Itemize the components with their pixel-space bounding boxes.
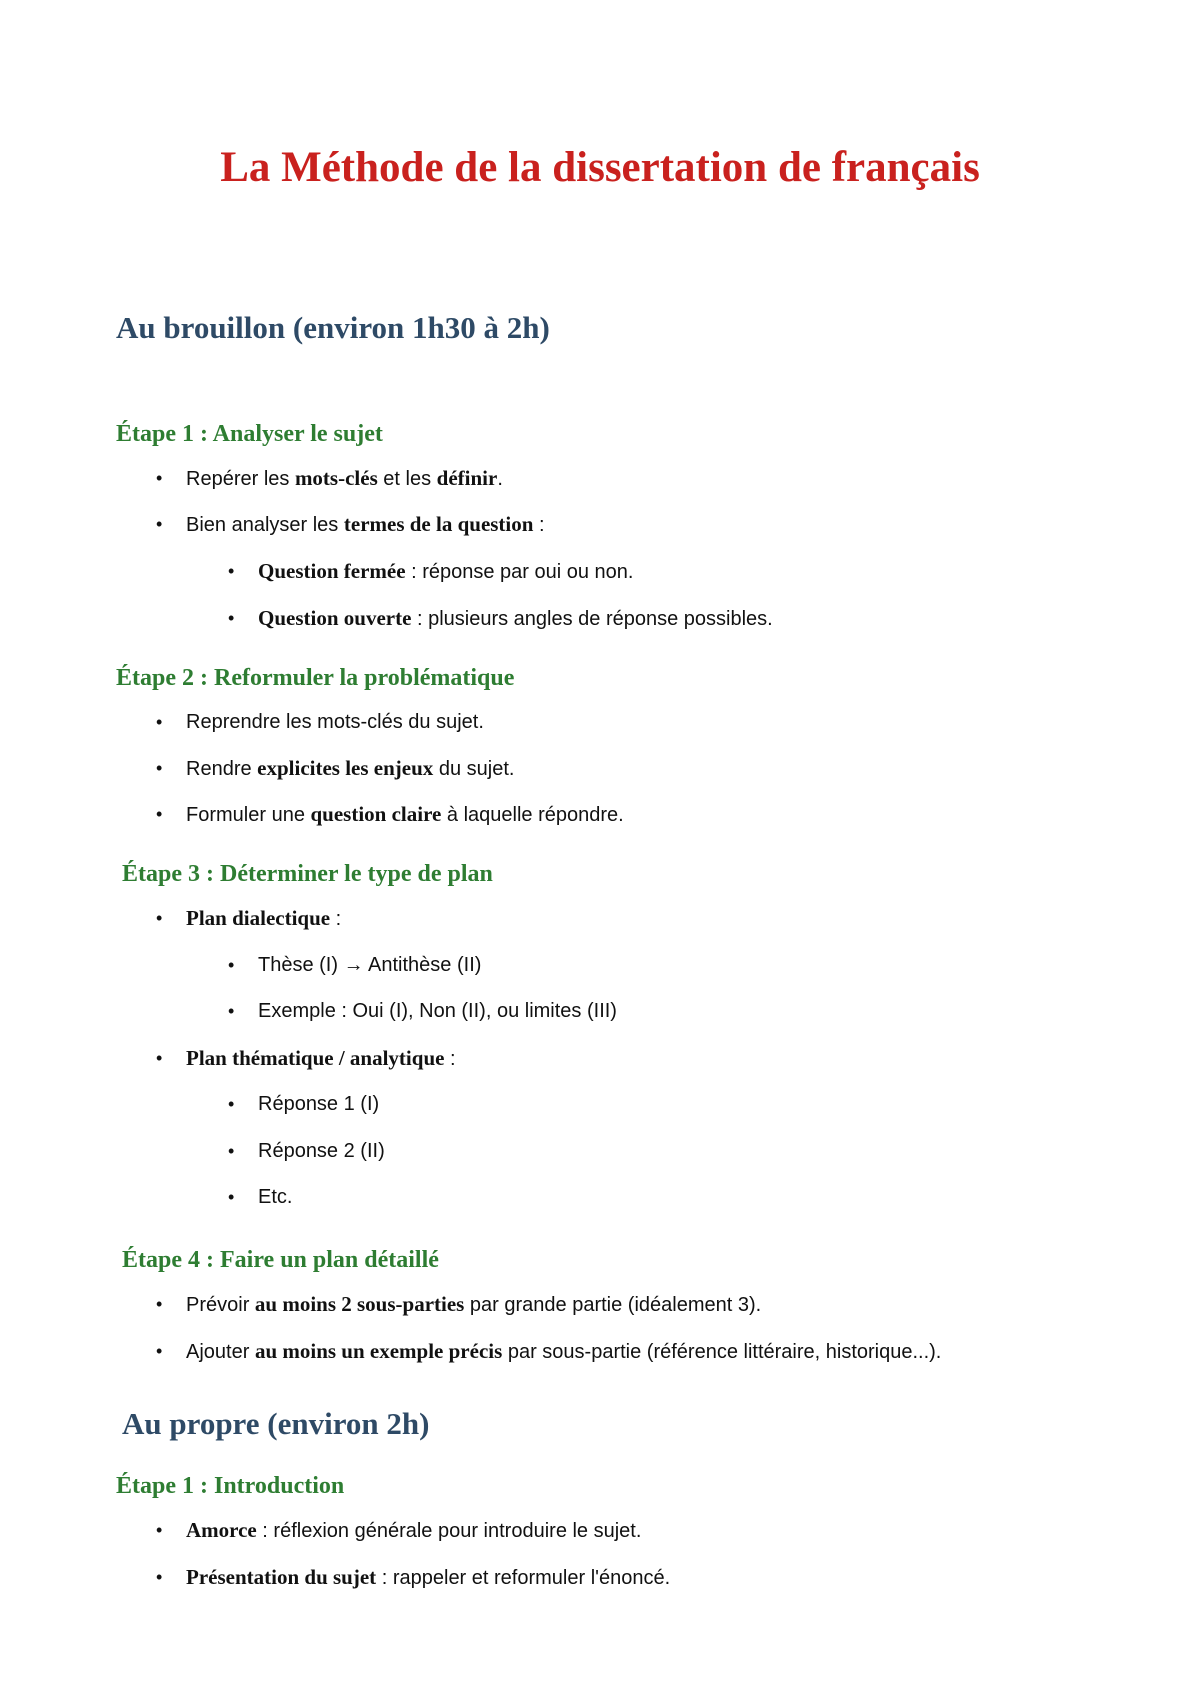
bullet-icon: • <box>156 1567 163 1587</box>
step-heading-analyser: Étape 1 : Analyser le sujet <box>116 421 383 447</box>
list-item: • Repérer les mots-clés et les définir. <box>156 466 503 490</box>
list-item-nested: • Exemple : Oui (I), Non (II), ou limites (III) <box>258 997 617 1025</box>
list-item: • Bien analyser les termes de la question : <box>156 512 545 536</box>
list-item-nested: • Réponse 2 (II) <box>258 1137 385 1165</box>
step-heading-plan-detaille: Étape 4 : Faire un plan détaillé <box>122 1247 439 1273</box>
bullet-icon: • <box>156 1520 163 1540</box>
bullet-icon: • <box>228 1094 235 1114</box>
section-heading-brouillon: Au brouillon (environ 1h30 à 2h) <box>116 310 550 345</box>
bullet-icon: • <box>228 608 235 628</box>
list-item-nested: • Etc. <box>258 1183 292 1211</box>
document-title: La Méthode de la dissertation de français <box>220 144 980 191</box>
bullet-icon: • <box>156 712 163 732</box>
list-item-nested: • Question fermée : réponse par oui ou non. <box>228 559 634 583</box>
bullet-icon: • <box>156 468 163 488</box>
bullet-icon: • <box>156 758 163 778</box>
list-item: • Formuler une question claire à laquelle répondre. <box>156 802 624 826</box>
list-item: • Reprendre les mots-clés du sujet. <box>186 708 484 736</box>
bullet-icon: • <box>156 908 163 928</box>
step-heading-introduction: Étape 1 : Introduction <box>116 1473 345 1499</box>
list-item-nested: • Question ouverte : plusieurs angles de réponse possibles. <box>228 606 773 630</box>
bullet-icon: • <box>156 1048 163 1068</box>
list-item-nested: • Réponse 1 (I) <box>258 1090 379 1118</box>
bullet-icon: • <box>156 514 163 534</box>
list-item: • Ajouter au moins un exemple précis par sous-partie (référence littéraire, historique...). <box>156 1339 942 1363</box>
step-heading-type-plan: Étape 3 : Déterminer le type de plan <box>122 861 493 887</box>
bullet-icon: • <box>228 955 235 975</box>
bullet-icon: • <box>156 1294 163 1314</box>
list-item: • Plan thématique / analytique : <box>156 1046 456 1070</box>
section-heading-propre: Au propre (environ 2h) <box>122 1406 430 1441</box>
list-item: • Présentation du sujet : rappeler et reformuler l'énoncé. <box>156 1565 671 1589</box>
bullet-icon: • <box>156 804 163 824</box>
bullet-icon: • <box>228 1001 235 1021</box>
list-item: • Amorce : réflexion générale pour introduire le sujet. <box>156 1518 642 1542</box>
step-heading-problematique: Étape 2 : Reformuler la problématique <box>116 665 515 691</box>
list-item: • Rendre explicites les enjeux du sujet. <box>156 756 515 780</box>
list-item: • Prévoir au moins 2 sous-parties par grande partie (idéalement 3). <box>156 1292 762 1316</box>
bullet-icon: • <box>228 1187 235 1207</box>
list-item: • Plan dialectique : <box>156 906 342 930</box>
list-item-nested: • Thèse (I) → Antithèse (II) <box>258 951 481 979</box>
bullet-icon: • <box>156 1341 163 1361</box>
bullet-icon: • <box>228 1141 235 1161</box>
bullet-icon: • <box>228 561 235 581</box>
